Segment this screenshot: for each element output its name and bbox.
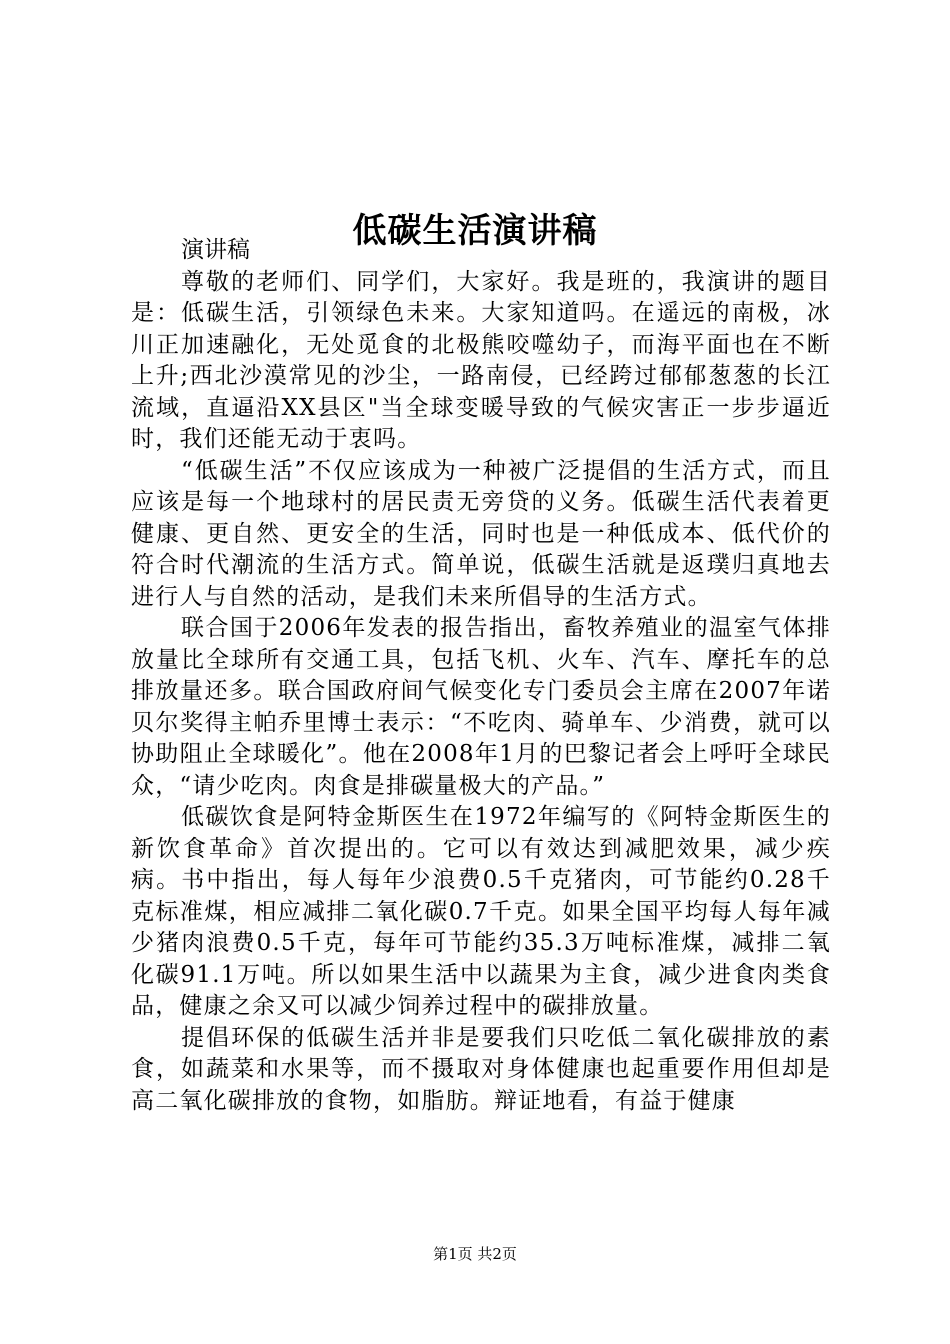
paragraph-1: 尊敬的老师们、同学们，大家好。我是班的，我演讲的题目是：低碳生活，引领绿色未来。大家知道吗。在遥远的南极，冰川正加速融化，无处觅食的北极熊咬噬幼子，而海平面也在不断上升;西北沙漠常见的沙尘，一路南侵，已经跨过郁郁葱葱的长江流域，直逼沿XX县区"当全球变暖导致的气候灾害正一步步逼近时，我们还能无动于衷吗。 bbox=[131, 268, 831, 452]
paragraph-3: 联合国于2006年发表的报告指出，畜牧养殖业的温室气体排放量比全球所有交通工具，包括飞机、火车、汽车、摩托车的总排放量还多。联合国政府间气候变化专门委员会主席在2007年诺贝尔奖得主帕乔里博士表示：“不吃肉、骑单车、少消费，就可以协助阻止全球暖化”。他在2008年1月的巴黎记者会上呼吁全球民众，“请少吃肉。肉食是排碳量极大的产品。” bbox=[131, 615, 831, 799]
page-footer: 第1页 共2页 bbox=[433, 1245, 517, 1263]
paragraph-5: 提倡环保的低碳生活并非是要我们只吃低二氧化碳排放的素食，如蔬菜和水果等，而不摄取对身体健康也起重要作用但却是高二氧化碳排放的食物，如脂肪。辩证地看，有益于健康 bbox=[131, 1024, 831, 1114]
document-body bbox=[131, 235, 831, 1117]
document-title: 低碳生活演讲稿 bbox=[352, 210, 598, 251]
paragraph-2: “低碳生活”不仅应该成为一种被广泛提倡的生活方式，而且应该是每一个地球村的居民责无旁贷的义务。低碳生活代表着更健康、更自然、更安全的生活，同时也是一种低成本、低代价的符合时代潮流的生活方式。简单说，低碳生活就是返璞归真地去进行人与自然的活动，是我们未来所倡导的生活方式。 bbox=[131, 457, 831, 610]
document-subheading: 演讲稿 bbox=[181, 237, 250, 263]
paragraph-4: 低碳饮食是阿特金斯医生在1972年编写的《阿特金斯医生的新饮食革命》首次提出的。它可以有效达到减肥效果，减少疾病。书中指出，每人每年少浪费0.5千克猪肉，可节能约0.28千克标准煤，相应减排二氧化碳0.7千克。如果全国平均每人每年减少猪肉浪费0.5千克，每年可节能约35.3万吨标准煤，减排二氧化碳91.1万吨。所以如果生活中以蔬果为主食，减少进食肉类食品，健康之余又可以减少饲养过程中的碳排放量。 bbox=[131, 804, 831, 1019]
